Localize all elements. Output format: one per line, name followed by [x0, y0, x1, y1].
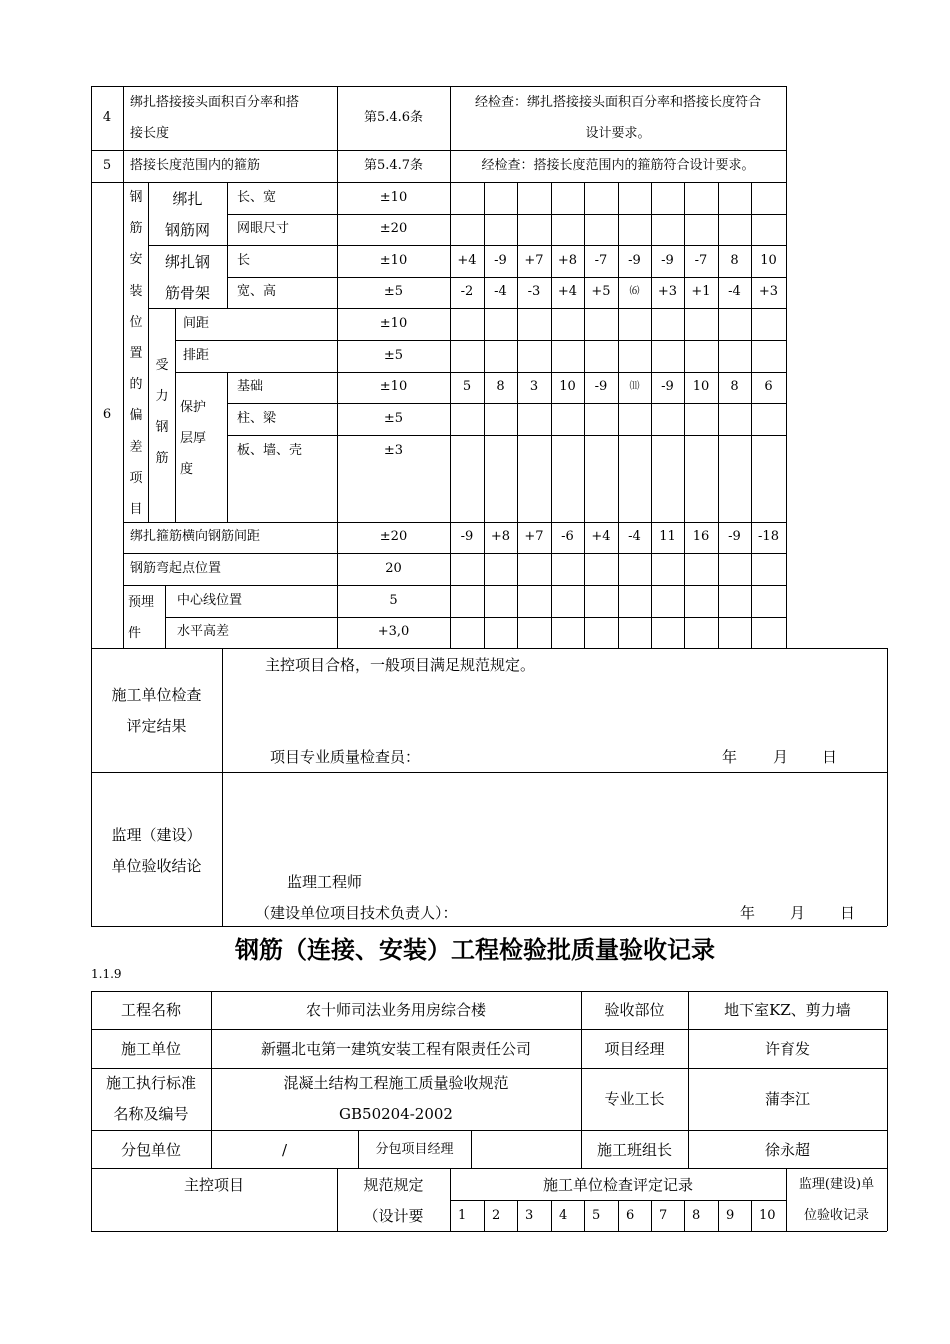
group-label-char: 筋	[129, 221, 143, 237]
group-label-char: 偏	[129, 408, 143, 424]
sub-label: 分包单位	[120, 1141, 181, 1159]
group-label-char: 安	[129, 252, 143, 268]
row4-result-line2: 设计要求。	[585, 126, 651, 141]
measured-value: -4	[494, 284, 507, 299]
spec-label-line2: （设计要	[363, 1207, 424, 1225]
sub-value: /	[281, 1141, 288, 1159]
deviation-tolerance: ±10	[379, 190, 408, 205]
measured-value: -9	[494, 253, 507, 268]
measured-value: +4	[457, 253, 477, 268]
supervision-record-line2: 位验收记录	[803, 1208, 869, 1223]
deviation-item-name: 基础	[237, 379, 264, 394]
measured-value: 10	[760, 253, 777, 268]
cover-label-line: 度	[180, 462, 194, 477]
measured-value: -9	[594, 379, 608, 394]
group-label-char: 目	[129, 502, 143, 517]
measured-value: ⑹	[629, 286, 640, 297]
deviation-item-name: 板、墙、壳	[237, 443, 303, 458]
force-label-char: 钢	[155, 420, 169, 435]
measured-value: -4	[728, 284, 741, 299]
team-value: 徐永超	[764, 1141, 810, 1159]
supervision-label-line1: 监理（建设）	[111, 826, 202, 844]
std-name: 混凝土结构工程施工质量验收规范	[283, 1074, 509, 1092]
deviation-item-name: 钢筋弯起点位置	[130, 561, 222, 576]
deviation-tolerance: ±10	[379, 316, 408, 331]
measured-value: +1	[691, 284, 711, 299]
measured-value: +7	[524, 253, 544, 268]
spec-label-line1: 规范规定	[363, 1176, 424, 1194]
check-number: 7	[659, 1208, 668, 1223]
measured-value: 3	[529, 379, 539, 394]
measured-value: -2	[460, 284, 474, 299]
measured-value: -7	[694, 253, 708, 268]
measured-value: -9	[661, 379, 674, 394]
measured-value: +4	[557, 284, 578, 299]
measured-value: 10	[692, 379, 710, 394]
construction-label-line2: 评定结果	[126, 717, 187, 735]
foreman-value: 蒲李江	[764, 1090, 810, 1108]
measured-value: 8	[496, 379, 505, 394]
deviation-tolerance: 20	[385, 561, 402, 576]
construction-day: 日	[822, 748, 838, 766]
measured-value: 10	[559, 379, 576, 394]
group-label-char: 的	[129, 377, 143, 393]
construction-result-text: 主控项目合格，一般项目满足规范规定。	[265, 656, 536, 674]
measured-value: +3	[657, 284, 678, 299]
embed-label-line: 预埋	[128, 595, 155, 610]
construction-label-line1: 施工单位检查	[111, 686, 202, 704]
row4-item-line2: 接长度	[130, 126, 170, 141]
check-number: 1	[458, 1208, 467, 1223]
deviation-tolerance: ±5	[383, 284, 404, 299]
deviation-tolerance: 5	[389, 593, 398, 608]
check-number: 2	[492, 1208, 501, 1223]
construction-month: 月	[773, 748, 789, 766]
deviation-tolerance: ±10	[379, 379, 408, 394]
supervision-day: 日	[840, 904, 856, 922]
supervision-month: 月	[790, 904, 806, 922]
measured-value: 8	[730, 253, 739, 268]
deviation-tolerance: ±3	[383, 443, 404, 458]
mesh-label-line2: 钢筋网	[164, 221, 210, 239]
project-name-label: 工程名称	[120, 1001, 181, 1019]
check-number: 5	[592, 1208, 601, 1223]
sub-pm-label: 分包项目经理	[375, 1142, 454, 1157]
measured-value: -9	[728, 529, 741, 544]
row5-item: 搭接长度范围内的箍筋	[130, 158, 261, 173]
embed-label-line: 件	[128, 626, 142, 641]
construction-year: 年	[722, 748, 738, 766]
unit-label: 施工单位	[120, 1040, 181, 1058]
measured-value: -18	[758, 529, 779, 544]
measured-value: ⑾	[629, 381, 640, 392]
measured-value: +5	[591, 284, 611, 299]
check-number: 9	[726, 1208, 735, 1223]
check-number: 6	[626, 1208, 635, 1223]
deviation-item-name: 网眼尺寸	[237, 221, 290, 236]
row5-result: 经检查：搭接长度范围内的箍筋符合设计要求。	[481, 158, 755, 173]
std-label-line1: 施工执行标准	[105, 1074, 196, 1092]
group-label-char: 项	[129, 470, 143, 486]
force-label-char: 筋	[155, 451, 169, 466]
check-record-label: 施工单位检查评定记录	[542, 1176, 693, 1194]
row6-no: 6	[102, 407, 112, 422]
group-label-char: 装	[129, 283, 143, 299]
deviation-item-name: 长、宽	[237, 190, 277, 205]
measured-value: -9	[460, 529, 474, 544]
measured-value: 11	[659, 529, 676, 544]
supervision-engineer: 监理工程师	[287, 873, 363, 891]
supervision-label-line2: 单位验收结论	[111, 857, 202, 875]
measured-value: -9	[661, 253, 674, 268]
measured-value: -6	[561, 529, 574, 544]
measured-value: 5	[462, 379, 472, 394]
cover-label-line: 保护	[180, 400, 207, 415]
measured-value: 16	[692, 529, 710, 544]
group-label-char: 差	[129, 439, 143, 455]
deviation-item-name: 排距	[183, 348, 210, 363]
std-code: GB50204-2002	[339, 1105, 453, 1123]
project-name: 农十师司法业务用房综合楼	[305, 1001, 486, 1019]
group-label-char: 位	[129, 314, 143, 330]
deviation-item-name: 中心线位置	[177, 593, 243, 608]
force-label-char: 力	[155, 389, 169, 404]
row4-no: 4	[102, 110, 112, 125]
measured-value: -3	[527, 284, 541, 299]
deviation-item-name: 间距	[183, 316, 210, 331]
check-number: 8	[692, 1208, 701, 1223]
deviation-item-name: 宽、高	[237, 284, 277, 299]
mesh-label-line1: 绑扎	[172, 190, 203, 208]
cage-label-line2: 筋骨架	[164, 284, 210, 302]
foreman-label: 专业工长	[604, 1090, 665, 1108]
deviation-item-name: 绑扎箍筋横向钢筋间距	[130, 529, 261, 544]
measured-value: +8	[490, 529, 511, 544]
supervision-record-line1: 监理(建设)单	[798, 1177, 875, 1192]
group-label-char: 置	[129, 346, 143, 361]
force-label-char: 受	[155, 358, 169, 373]
measured-value: +3	[758, 284, 779, 299]
check-number: 10	[759, 1208, 776, 1223]
part-label: 验收部位	[604, 1001, 665, 1019]
deviation-tolerance: ±20	[379, 221, 408, 236]
document-title: 钢筋（连接、安装）工程检验批质量验收记录	[235, 936, 715, 964]
check-number: 4	[559, 1208, 568, 1223]
std-label-line2: 名称及编号	[113, 1105, 189, 1123]
row4-spec: 第5.4.6条	[363, 110, 424, 125]
record-code: 1.1.9	[91, 967, 122, 981]
cage-label-line1: 绑扎钢	[164, 253, 210, 271]
row5-no: 5	[102, 158, 112, 173]
deviation-tolerance: ±5	[383, 411, 404, 426]
row4-item-line1: 绑扎搭接接头面积百分率和搭	[130, 95, 300, 110]
measured-value: 6	[764, 379, 773, 394]
measured-value: +4	[591, 529, 611, 544]
unit-value: 新疆北屯第一建筑安装工程有限责任公司	[260, 1040, 531, 1058]
deviation-tolerance: ±20	[379, 529, 408, 544]
team-label: 施工班组长	[596, 1141, 672, 1159]
deviation-tolerance: ±5	[383, 348, 404, 363]
main-items-label: 主控项目	[183, 1176, 244, 1194]
row4-result-line1: 经检查：绑扎搭接接头面积百分率和搭接长度符合	[474, 95, 761, 110]
measured-value: -9	[628, 253, 641, 268]
measured-value: -7	[594, 253, 608, 268]
measured-value: +7	[524, 529, 544, 544]
measured-value: -4	[628, 529, 641, 544]
construction-inspector: 项目专业质量检查员：	[270, 748, 421, 766]
cover-label-line: 层厚	[180, 431, 207, 446]
deviation-item-name: 柱、梁	[237, 411, 277, 426]
part-value: 地下室KZ、剪力墙	[724, 1001, 851, 1019]
measured-value: 8	[730, 379, 739, 394]
deviation-item-name: 长	[237, 253, 251, 268]
check-number: 3	[525, 1208, 534, 1223]
row5-spec: 第5.4.7条	[363, 158, 424, 173]
pm-label: 项目经理	[604, 1040, 665, 1058]
deviation-tolerance: ±10	[379, 253, 408, 268]
pm-value: 许育发	[764, 1040, 810, 1058]
deviation-item-name: 水平高差	[177, 624, 230, 639]
measured-value: +8	[557, 253, 578, 268]
supervision-owner: （建设单位项目技术负责人）：	[255, 904, 458, 922]
deviation-tolerance: +3,0	[377, 624, 410, 639]
supervision-year: 年	[740, 904, 756, 922]
group-label-char: 钢	[129, 190, 143, 205]
